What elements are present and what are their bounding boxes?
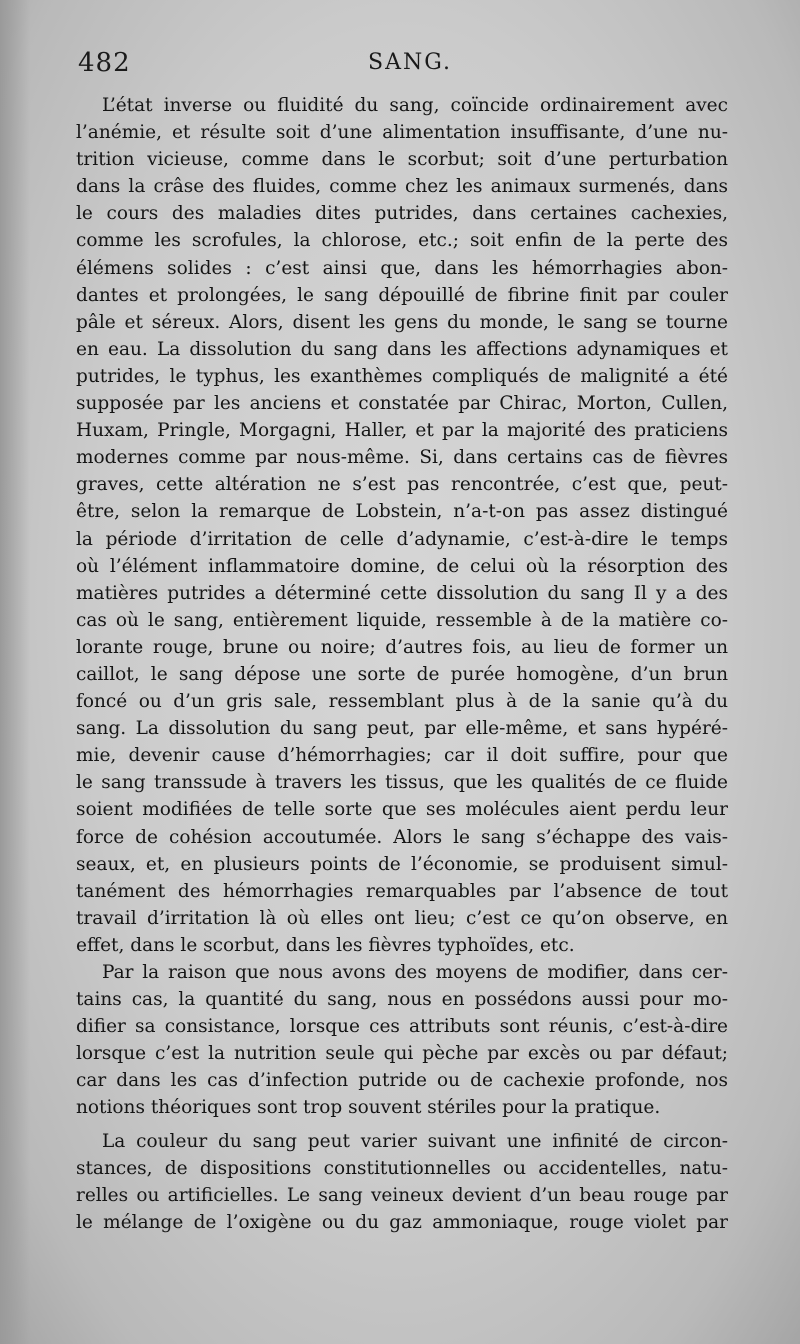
text-line: Par la raison que nous avons des moyens de modifier, dans cer- bbox=[102, 962, 728, 983]
text-line: élémens solides : c’est ainsi que, dans les hémorrhagies abon- bbox=[76, 257, 728, 279]
text-line: trition vicieuse, comme dans le scorbut; soit d’une perturbation bbox=[76, 149, 728, 171]
text-line: la période d’irritation de celle d’adynamie, c’est-à-dire le temps bbox=[76, 528, 728, 550]
text-line: soient modifiées de telle sorte que ses molécules aient perdu leur bbox=[76, 799, 728, 821]
text-line: pâle et séreux. Alors, disent les gens du monde, le sang se tourne bbox=[76, 311, 728, 333]
spine-shadow bbox=[0, 0, 30, 1344]
text-line: le sang transsude à travers les tissus, que les qualités de ce fluide bbox=[76, 772, 728, 794]
running-head bbox=[78, 48, 728, 82]
text-line: foncé ou d’un gris sale, ressemblant plus à de la sanie qu’à du bbox=[76, 691, 728, 713]
text-line: graves, cette altération ne s’est pas rencontrée, c’est que, peut- bbox=[76, 474, 728, 496]
text-line: tains cas, la quantité du sang, nous en possédons aussi pour mo- bbox=[76, 989, 728, 1011]
text-line: mie, devenir cause d’hémorrhagies; car il doit suffire, pour que bbox=[76, 745, 728, 767]
text-line: en eau. La dissolution du sang dans les affections adynamiques et bbox=[76, 338, 728, 360]
text-line: dans la crâse des fluides, comme chez les animaux surmenés, dans bbox=[76, 176, 728, 198]
text-line: travail d’irritation là où elles ont lieu; c’est ce qu’on observe, en bbox=[76, 907, 728, 929]
text-line: comme les scrofules, la chlorose, etc.; soit enfin de la perte des bbox=[76, 230, 728, 252]
text-line: car dans les cas d’infection putride ou de cachexie profonde, nos bbox=[76, 1070, 728, 1092]
text-line: lorante rouge, brune ou noire; d’autres fois, au lieu de former un bbox=[76, 636, 728, 658]
text-line: seaux, et, en plusieurs points de l’économie, se produisent simul- bbox=[76, 853, 728, 875]
page-number: 482 bbox=[78, 48, 131, 78]
text-line: dantes et prolongées, le sang dépouillé de fibrine finit par couler bbox=[76, 284, 728, 306]
text-line: Huxam, Pringle, Morgagni, Haller, et par la majorité des praticiens bbox=[76, 420, 728, 442]
text-line: caillot, le sang dépose une sorte de purée homogène, d’un brun bbox=[76, 663, 728, 685]
text-line: L’état inverse ou fluidité du sang, coïncide ordinairement avec bbox=[102, 95, 728, 116]
text-line: l’anémie, et résulte soit d’une alimentation insuffisante, d’une nu- bbox=[76, 122, 728, 144]
text-line: relles ou artificielles. Le sang veineux devient d’un beau rouge par bbox=[76, 1184, 728, 1206]
text-line: matières putrides a déterminé cette dissolution du sang Il y a des bbox=[76, 582, 728, 604]
body-text bbox=[76, 92, 728, 1236]
text-line: tanément des hémorrhagies remarquables par l’absence de tout bbox=[76, 880, 728, 902]
text-line: difier sa consistance, lorsque ces attributs sont réunis, c’est-à-dire bbox=[76, 1016, 728, 1038]
text-line: cas où le sang, entièrement liquide, ressemble à de la matière co- bbox=[76, 609, 728, 631]
text-line: notions théoriques sont trop souvent stériles pour la pratique. bbox=[76, 1097, 661, 1119]
text-line: force de cohésion accoutumée. Alors le sang s’échappe des vais- bbox=[76, 826, 728, 848]
text-line: lorsque c’est la nutrition seule qui pèche par excès ou par défaut; bbox=[76, 1043, 728, 1065]
text-line: où l’élément inflammatoire domine, de celui où la résorption des bbox=[76, 555, 728, 577]
running-title: SANG. bbox=[368, 50, 452, 75]
text-line: le mélange de l’oxigène ou du gaz ammoniaque, rouge violet par bbox=[76, 1211, 728, 1233]
text-line: putrides, le typhus, les exanthèmes compliqués de malignité a été bbox=[76, 365, 728, 387]
text-line: modernes comme par nous-même. Si, dans certains cas de fièvres bbox=[76, 447, 728, 469]
text-line: le cours des maladies dites putrides, dans certaines cachexies, bbox=[76, 203, 728, 225]
text-line: être, selon la remarque de Lobstein, n’a-t-on pas assez distingué bbox=[76, 501, 728, 523]
text-line: La couleur du sang peut varier suivant une infinité de circon- bbox=[102, 1130, 728, 1152]
text-line: supposée par les anciens et constatée par Chirac, Morton, Cullen, bbox=[76, 393, 728, 415]
text-line: effet, dans le scorbut, dans les fièvres typhoïdes, etc. bbox=[76, 934, 575, 956]
text-line: stances, de dispositions constitutionnelles ou accidentelles, natu- bbox=[76, 1157, 728, 1179]
text-line: sang. La dissolution du sang peut, par elle-même, et sans hypéré- bbox=[76, 718, 728, 740]
